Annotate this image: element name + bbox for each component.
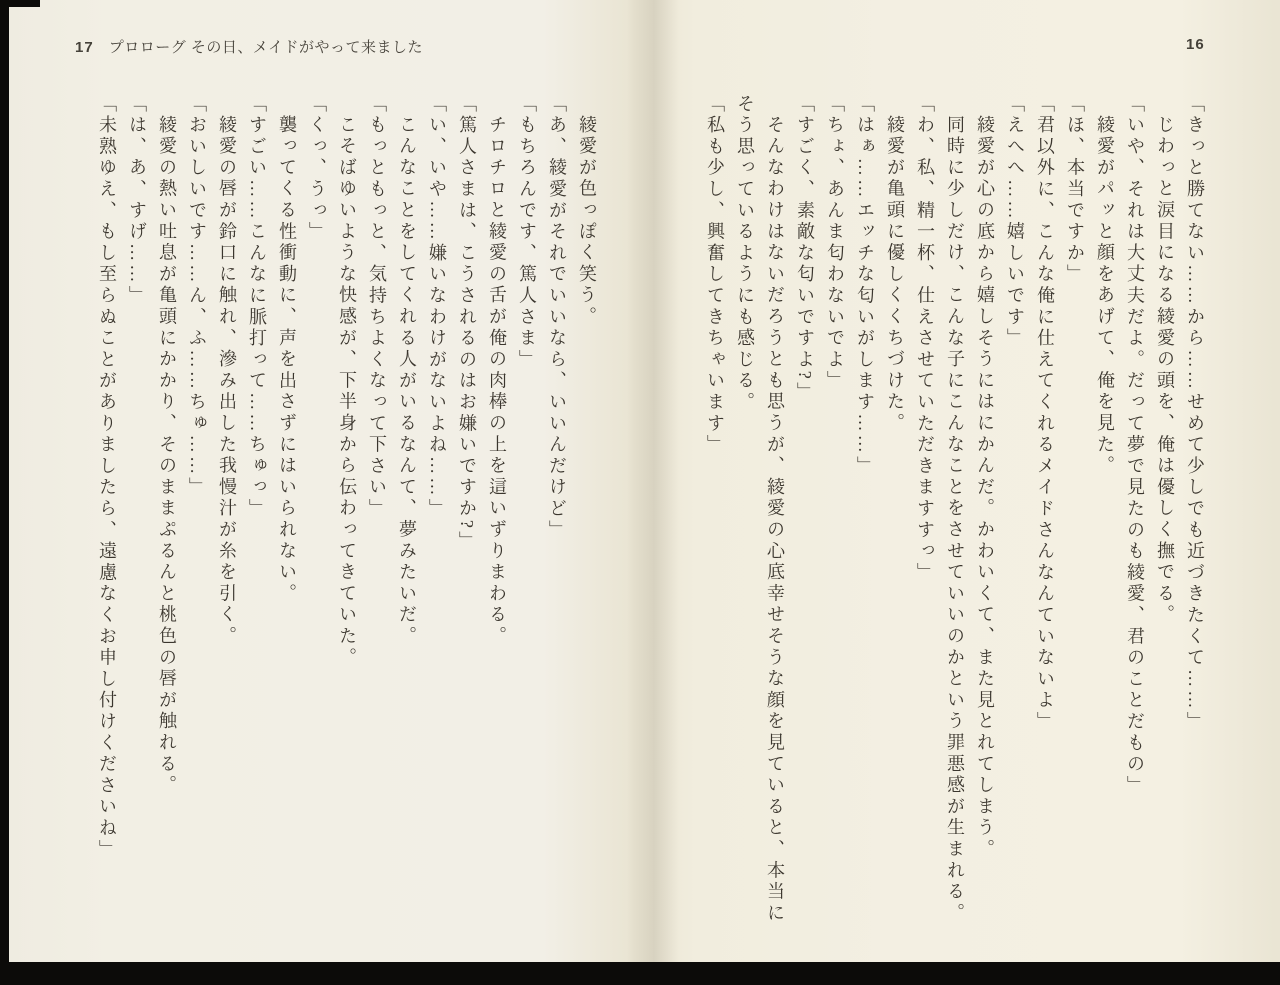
text-paragraph: 綾愛がパッと顔をあげて、俺を見た。	[1095, 115, 1115, 478]
text-paragraph: 同時に少しだけ、こんな子にこんなことをさせていいのかという罪悪感が生まれる。	[945, 115, 965, 925]
book-spread	[9, 0, 1280, 962]
page-gutter-shadow	[627, 0, 679, 962]
text-paragraph: 「君以外に、こんな俺に仕えてくれるメイドさんなんていないよ」	[1035, 94, 1055, 733]
running-header	[75, 36, 423, 57]
text-paragraph: 「い、いや……嫌いなわけがないよね……」	[427, 94, 447, 520]
text-paragraph: 「は、あ、すげ……」	[127, 94, 147, 307]
text-paragraph: じわっと涙目になる綾愛の頭を、俺は優しく撫でる。	[1155, 115, 1175, 627]
text-paragraph: 「すごい……こんなに脈打って……ちゅっ」	[247, 94, 267, 520]
text-paragraph: 「おいしいです……ん、ふ……ちゅ……」	[187, 94, 207, 499]
text-paragraph: 綾愛の熱い吐息が亀頭にかかり、そのままぷるんと桃色の唇が触れる。	[157, 115, 177, 797]
text-paragraph: 「篤人さまは、こうされるのはお嫌いですか?」	[457, 94, 477, 553]
text-paragraph: 「えへへ……嬉しいです」	[1005, 94, 1025, 350]
scan-edge-top-left	[0, 0, 40, 7]
text-paragraph: 綾愛が心の底から嬉しそうにはにかんだ。かわいくて、また見とれてしまう。	[975, 115, 995, 861]
text-paragraph: 「はぁ……エッチな匂いがします……」	[855, 94, 875, 478]
text-paragraph: 綾愛の唇が鈴口に触れ、滲み出した我慢汁が糸を引く。	[217, 115, 237, 648]
page-number-right: 16	[1186, 36, 1205, 53]
page-left-text-block	[92, 94, 602, 935]
text-paragraph: こんなことをしてくれる人がいるなんて、夢みたいだ。	[397, 115, 417, 648]
text-paragraph: 「いや、それは大丈夫だよ。だって夢で見たのも綾愛、君のことだもの」	[1125, 94, 1145, 797]
text-paragraph: 「もっともっと、気持ちよくなって下さい」	[367, 94, 387, 520]
text-paragraph: そんなわけはないだろうとも思うが、綾愛の心底幸せそうな顔を見ていると、本当にそう思っているようにも感じる。	[735, 94, 785, 925]
page-right-text-block	[700, 94, 1210, 935]
text-paragraph: 綾愛が亀頭に優しくくちづけた。	[885, 115, 905, 435]
text-paragraph: 「きっと勝てない……から……せめて少しでも近づきたくて……」	[1185, 94, 1205, 733]
text-paragraph: チロチロと綾愛の舌が俺の肉棒の上を這いずりまわる。	[487, 115, 507, 648]
text-paragraph: 「あ、綾愛がそれでいいなら、いいんだけど」	[547, 94, 567, 542]
chapter-title: プロローグ その日、メイドがやって来ました	[108, 39, 424, 56]
text-paragraph: 「すごく、素敵な匂いですよ?」	[795, 94, 815, 404]
page-number-left: 17	[75, 39, 94, 56]
text-paragraph: 「もちろんです、篤人さま」	[517, 94, 537, 371]
text-paragraph: 「ほ、本当ですか」	[1065, 94, 1085, 286]
scan-edge-left	[0, 0, 9, 985]
text-paragraph: 「わ、私、精一杯、仕えさせていただきますすっ」	[915, 94, 935, 584]
text-paragraph: 「くっ、うっ」	[307, 94, 327, 244]
text-paragraph: こそばゆいような快感が、下半身から伝わってきていた。	[337, 115, 357, 669]
text-paragraph: 「私も少し、興奮してきちゃいます」	[705, 94, 725, 457]
text-paragraph: 「ちょ、あんま匂わないでよ」	[825, 94, 845, 393]
text-paragraph: 「未熟ゆえ、もし至らぬことがありましたら、遠慮なくお申し付けくださいね」	[97, 94, 117, 861]
text-paragraph: 襲ってくる性衝動に、声を出さずにはいられない。	[277, 115, 297, 605]
text-paragraph: 綾愛が色っぽく笑う。	[577, 115, 597, 328]
scan-edge-bottom	[0, 962, 1280, 985]
